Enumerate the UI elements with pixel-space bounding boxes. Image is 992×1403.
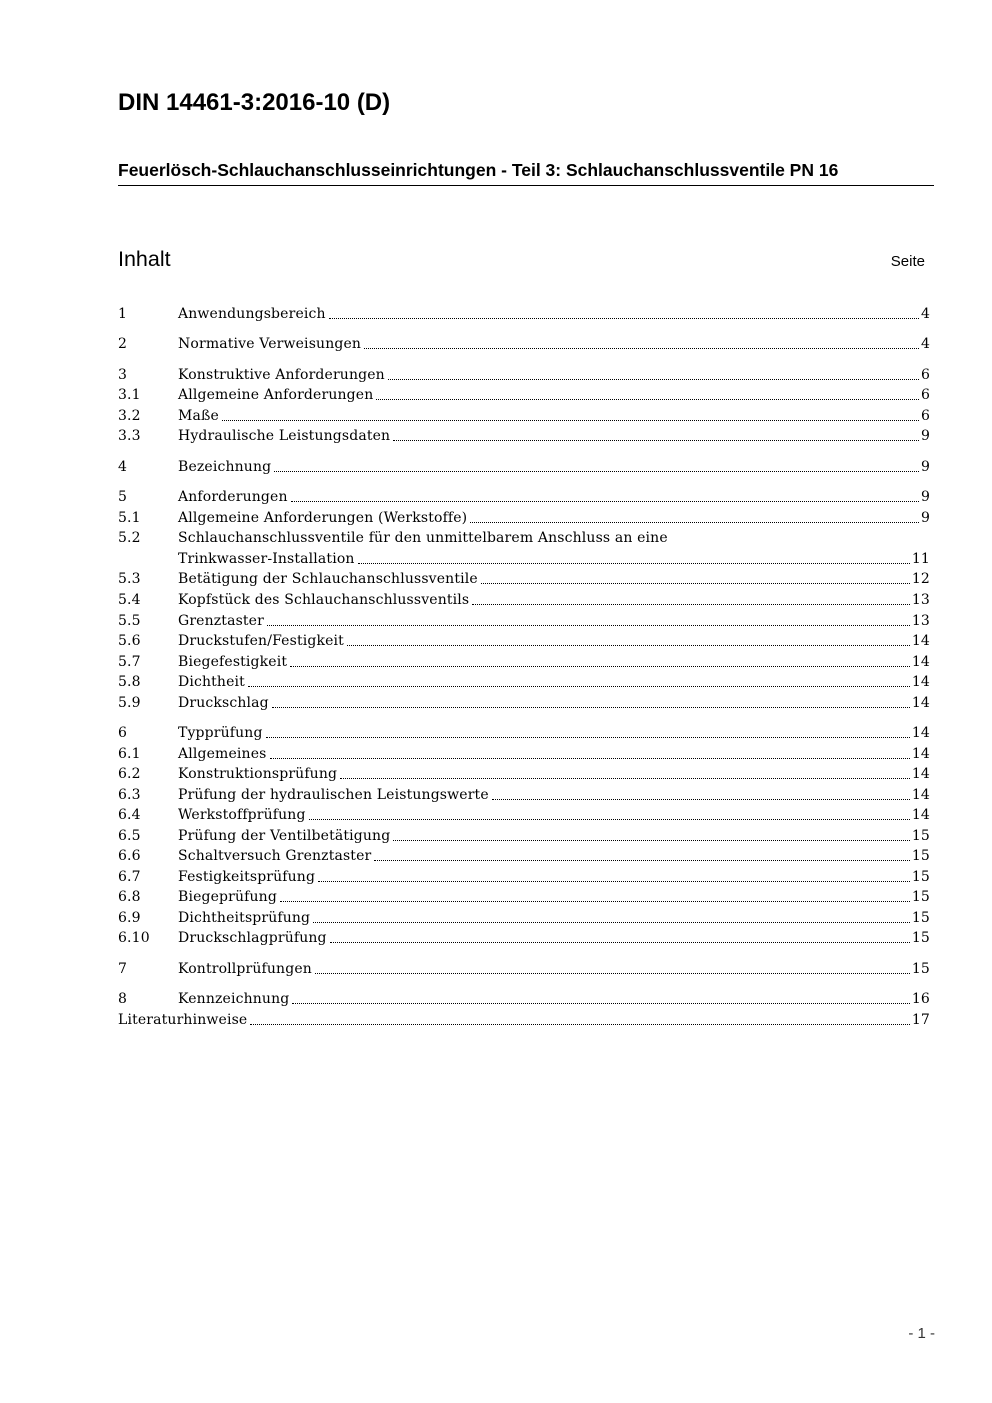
toc-entry[interactable] (118, 507, 930, 528)
dot-leader (492, 799, 910, 800)
toc-entry-page: 15 (911, 930, 930, 946)
dot-leader (248, 686, 910, 687)
toc-entry-number: 5.6 (118, 633, 141, 649)
toc-entry-page: 6 (920, 408, 930, 424)
toc-entry[interactable] (118, 1009, 930, 1030)
toc-entry[interactable] (118, 548, 930, 569)
dot-leader (393, 440, 919, 441)
toc-entry[interactable] (118, 886, 930, 907)
toc-entry-page: 14 (911, 725, 930, 741)
toc-entry-number: 5.1 (118, 510, 141, 526)
toc-entry-page: 16 (911, 991, 930, 1007)
toc-entry-number: 6.2 (118, 766, 141, 782)
toc-entry-title: Biegeprüfung (178, 889, 277, 905)
toc-entry-title: Konstruktionsprüfung (178, 766, 338, 782)
toc-entry-title: Biegefestigkeit (178, 654, 288, 670)
toc-entry-page: 12 (911, 571, 930, 587)
dot-leader (280, 901, 910, 902)
toc-entry[interactable] (118, 958, 930, 979)
toc-entry-page: 4 (920, 306, 930, 322)
toc-entry-title: Druckschlagprüfung (178, 930, 327, 946)
toc-entry-page: 13 (911, 592, 930, 608)
dot-leader (481, 583, 910, 584)
toc-entry-number: 6.10 (118, 930, 150, 946)
toc-entry-page: 15 (911, 961, 930, 977)
toc-entry-number: 6.3 (118, 787, 141, 803)
toc-entry-page: 15 (911, 889, 930, 905)
toc-entry[interactable] (118, 784, 930, 805)
toc-entry[interactable] (118, 866, 930, 887)
dot-leader (358, 563, 910, 564)
toc-entry-title: Literaturhinweise (118, 1012, 248, 1028)
toc-entry-title: Kopfstück des Schlauchanschlussventils (178, 592, 470, 608)
dot-leader (250, 1024, 910, 1025)
document-title: DIN 14461-3:2016-10 (D) (118, 89, 391, 116)
toc-entry-page: 14 (911, 807, 930, 823)
toc-entry-number: 6.7 (118, 869, 141, 885)
toc-entry-title: Dichtheit (178, 674, 245, 690)
toc-entry-title: Allgemeine Anforderungen (178, 387, 374, 403)
toc-entry[interactable] (118, 743, 930, 764)
toc-entry[interactable] (118, 692, 930, 713)
toc-entry[interactable] (118, 405, 930, 426)
toc-entry-number: 3 (118, 367, 128, 383)
dot-leader (291, 501, 919, 502)
toc-entry[interactable] (118, 589, 930, 610)
dot-leader (472, 604, 910, 605)
toc-entry[interactable] (118, 804, 930, 825)
toc-entry-page: 6 (920, 367, 930, 383)
toc-entry-page: 17 (911, 1012, 930, 1028)
dot-leader (272, 707, 910, 708)
toc-entry[interactable] (118, 610, 930, 631)
dot-leader (274, 471, 919, 472)
toc-entry-number: 1 (118, 306, 128, 322)
toc-entry-title: Werkstoffprüfung (178, 807, 306, 823)
toc-entry-number: 5.7 (118, 654, 141, 670)
toc-entry-title: Druckstufen/Festigkeit (178, 633, 344, 649)
toc-entry-title: Bezeichnung (178, 459, 272, 475)
toc-entry-title: Druckschlag (178, 695, 269, 711)
toc-entry-title: Maße (178, 408, 219, 424)
toc-entry-title: Trinkwasser-Installation (178, 551, 355, 567)
toc-entry-title: Prüfung der hydraulischen Leistungswerte (178, 787, 489, 803)
toc-entry-number: 6.1 (118, 746, 141, 762)
toc-entry-title: Anwendungsbereich (178, 306, 326, 322)
dot-leader (270, 758, 910, 759)
toc-entry-title: Grenztaster (178, 613, 264, 629)
dot-leader (313, 922, 910, 923)
toc-entry-number: 5.2 (118, 530, 141, 546)
toc-entry-title: Konstruktive Anforderungen (178, 367, 385, 383)
toc-entry-page: 6 (920, 387, 930, 403)
toc-entry[interactable] (118, 527, 930, 548)
toc-entry-number: 5.3 (118, 571, 141, 587)
toc-entry[interactable] (118, 927, 930, 948)
toc-page-column-label: Seite (890, 253, 925, 270)
toc-entry[interactable] (118, 303, 930, 324)
toc-entry-page: 14 (911, 633, 930, 649)
toc-entry-number: 4 (118, 459, 128, 475)
toc-entry-number: 7 (118, 961, 128, 977)
toc-entry[interactable] (118, 384, 930, 405)
toc-heading: Inhalt (118, 247, 171, 271)
toc-entry[interactable] (118, 763, 930, 784)
toc-entry-title: Allgemeine Anforderungen (Werkstoffe) (178, 510, 468, 526)
toc-entry-number: 5.8 (118, 674, 141, 690)
toc-entry-number: 8 (118, 991, 128, 1007)
toc-entry-page: 9 (920, 489, 930, 505)
toc-entry-title: Festigkeitsprüfung (178, 869, 316, 885)
toc-entry[interactable] (118, 722, 930, 743)
dot-leader (318, 881, 910, 882)
dot-leader (329, 318, 919, 319)
toc-entry-page: 9 (920, 459, 930, 475)
toc-entry-title: Allgemeines (178, 746, 267, 762)
document-subtitle: Feuerlösch-Schlauchanschlusseinrichtungen - Teil 3: Schlauchanschlussventile PN 16 (118, 160, 934, 186)
toc-entry-title: Hydraulische Leistungsdaten (178, 428, 391, 444)
dot-leader (330, 942, 910, 943)
toc-entry-title: Typprüfung (178, 725, 263, 741)
toc-entry[interactable] (118, 671, 930, 692)
toc-entry-page: 9 (920, 510, 930, 526)
toc-entry[interactable] (118, 907, 930, 928)
toc-entry-title: Anforderungen (178, 489, 288, 505)
toc-entry-page: 15 (911, 828, 930, 844)
dot-leader (374, 860, 910, 861)
dot-leader (266, 737, 910, 738)
toc-entry[interactable] (118, 333, 930, 354)
toc-entry-page: 15 (911, 869, 930, 885)
dot-leader (364, 348, 919, 349)
toc-entry-page: 14 (911, 695, 930, 711)
dot-leader (309, 819, 910, 820)
toc-entry-number: 6.6 (118, 848, 141, 864)
toc-entry-number: 6.8 (118, 889, 141, 905)
dot-leader (340, 778, 910, 779)
dot-leader (470, 522, 919, 523)
toc-entry-title: Kennzeichnung (178, 991, 290, 1007)
toc-entry-number: 6 (118, 725, 128, 741)
toc-entry[interactable] (118, 425, 930, 446)
toc-entry-number: 3.1 (118, 387, 141, 403)
dot-leader (315, 973, 910, 974)
toc-entry-number: 3.2 (118, 408, 141, 424)
toc-entry-page: 13 (911, 613, 930, 629)
toc-entry-page: 11 (911, 551, 930, 567)
toc-entry-title: Prüfung der Ventilbetätigung (178, 828, 391, 844)
dot-leader (393, 840, 910, 841)
toc-entry[interactable] (118, 988, 930, 1009)
toc-entry[interactable] (118, 456, 930, 477)
toc-entry-page: 14 (911, 766, 930, 782)
dot-leader (290, 666, 910, 667)
dot-leader (222, 420, 919, 421)
toc-entry-page: 15 (911, 848, 930, 864)
toc-entry-number: 6.4 (118, 807, 141, 823)
dot-leader (388, 379, 919, 380)
toc-entry-number: 2 (118, 336, 128, 352)
toc-entry-title: Betätigung der Schlauchanschlussventile (178, 571, 478, 587)
dot-leader (267, 625, 910, 626)
dot-leader (376, 399, 919, 400)
toc-entry-number: 6.9 (118, 910, 141, 926)
toc-entry-page: 15 (911, 910, 930, 926)
toc-entry-page: 14 (911, 654, 930, 670)
toc-entry[interactable] (118, 568, 930, 589)
toc-entry[interactable] (118, 825, 930, 846)
toc-entry-page: 9 (920, 428, 930, 444)
toc-entry-number: 5 (118, 489, 128, 505)
page-number: - 1 - (908, 1325, 935, 1342)
dot-leader (347, 645, 910, 646)
toc-entry-number: 5.9 (118, 695, 141, 711)
toc-entry[interactable] (118, 364, 930, 385)
toc-entry-number: 6.5 (118, 828, 141, 844)
toc-entry-page: 14 (911, 674, 930, 690)
toc-entry[interactable] (118, 630, 930, 651)
toc-entry-page: 4 (920, 336, 930, 352)
toc-entry-title: Kontrollprüfungen (178, 961, 312, 977)
toc-entry[interactable] (118, 651, 930, 672)
toc-entry-title: Schlauchanschlussventile für den unmittelbarem Anschluss an eine (178, 530, 668, 546)
toc-entry-title: Dichtheitsprüfung (178, 910, 311, 926)
toc-entry[interactable] (118, 486, 930, 507)
toc-entry-page: 14 (911, 746, 930, 762)
toc-entry-page: 14 (911, 787, 930, 803)
toc-entry-title: Normative Verweisungen (178, 336, 362, 352)
toc-entry-number: 5.5 (118, 613, 141, 629)
toc-entry[interactable] (118, 845, 930, 866)
toc-entry-number: 3.3 (118, 428, 141, 444)
toc-entry-number: 5.4 (118, 592, 141, 608)
dot-leader (292, 1003, 910, 1004)
toc-entry-title: Schaltversuch Grenztaster (178, 848, 372, 864)
